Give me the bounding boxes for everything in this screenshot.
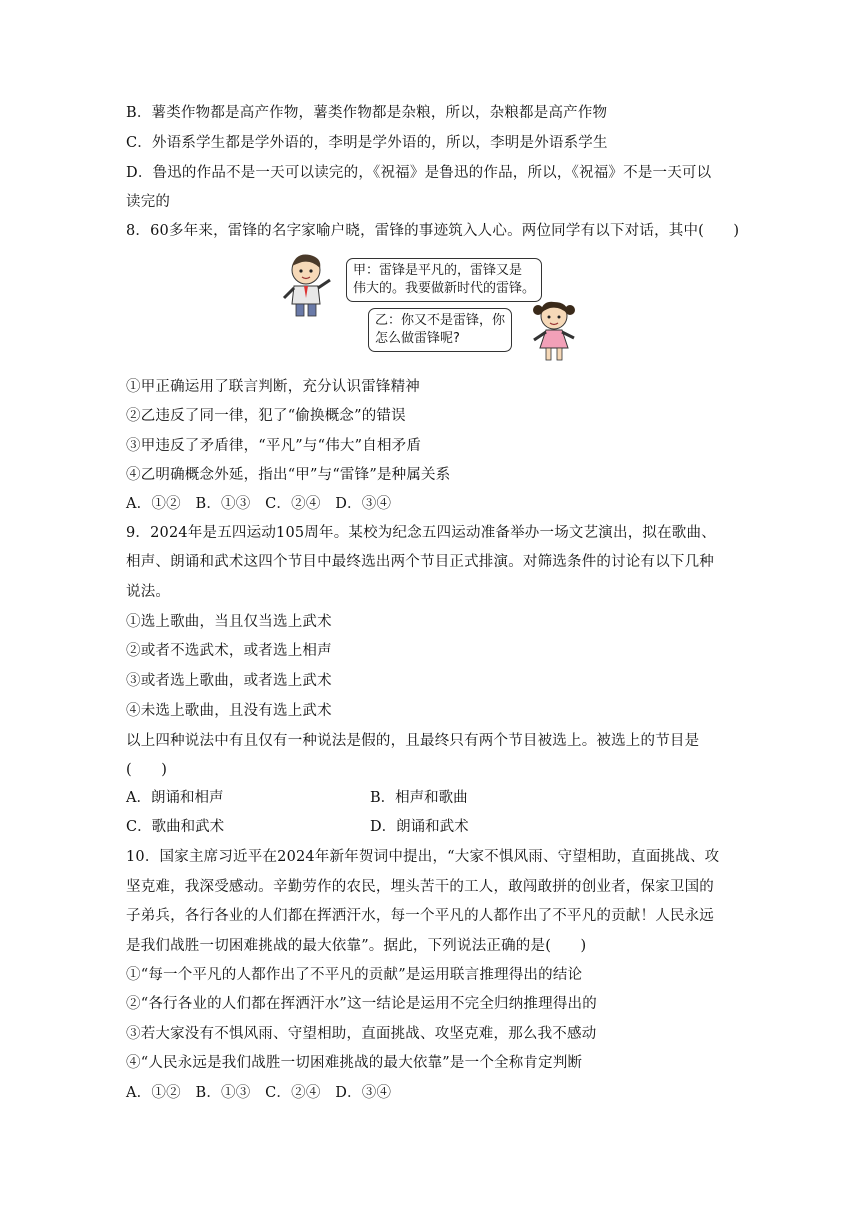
girl-figure-icon — [528, 300, 582, 362]
q8-item-3: ③甲违反了矛盾律，“平凡”与“伟大”自相矛盾 — [126, 438, 422, 454]
q7-option-b: B．薯类作物都是高产作物，薯类作物都是杂粮，所以，杂粮都是高产作物 — [126, 105, 608, 121]
q7-option-d-line1: D．鲁迅的作品不是一天可以读完的，《祝福》是鲁迅的作品，所以，《祝福》不是一天可以 — [126, 165, 712, 181]
speech-bubble-yi — [368, 308, 512, 352]
bubble-yi-line1: 乙：你又不是雷锋，你 — [375, 313, 506, 328]
q9-option-b: B．相声和歌曲 — [370, 790, 468, 806]
q10-stem-line2: 坚克难，我深受感动。辛勤劳作的农民，埋头苦干的工人，敢闯敢拼的创业者，保家卫国的 — [126, 879, 714, 895]
q9-question-line2: ( ) — [126, 762, 168, 778]
q9-option-d: D．朗诵和武术 — [370, 819, 469, 835]
q10-item-4: ④“人民永远是我们战胜一切困难挑战的最大依靠”是一个全称肯定判断 — [126, 1055, 583, 1071]
bubble-jia-line2: 伟大的。我要做新时代的雷锋。 — [353, 281, 536, 296]
q10-options: A．①② B．①③ C．②④ D．③④ — [126, 1085, 392, 1101]
q9-item-3: ③或者选上歌曲，或者选上武术 — [126, 673, 332, 689]
q9-stem-line3: 说法。 — [126, 584, 171, 600]
q9-item-1: ①选上歌曲，当且仅当选上武术 — [126, 614, 332, 630]
q10-item-2: ②“各行各业的人们都在挥洒汗水”这一结论是运用不完全归纳推理得出的 — [126, 996, 597, 1012]
q10-stem-line4: 是我们战胜一切困难挑战的最大依靠”。据此，下列说法正确的是( ) — [126, 938, 587, 954]
q10-item-1: ①“每一个平凡的人都作出了不平凡的贡献”是运用联言推理得出的结论 — [126, 967, 583, 983]
q7-option-c: C．外语系学生都是学外语的，李明是学外语的，所以，李明是外语系学生 — [126, 135, 608, 151]
speech-bubble-jia — [346, 258, 542, 302]
q8-options: A．①② B．①③ C．②④ D．③④ — [126, 496, 392, 512]
q9-item-2: ②或者不选武术，或者选上相声 — [126, 643, 332, 659]
q9-stem-line1: 9．2024年是五四运动105周年。某校为纪念五四运动准备举办一场文艺演出，拟在歌曲、 — [126, 525, 716, 541]
q10-item-3: ③若大家没有不惧风雨、守望相助，直面挑战、攻坚克难，那么我不感动 — [126, 1026, 597, 1042]
bubble-yi-line2: 怎么做雷锋呢? — [375, 331, 460, 346]
q9-stem-line2: 相声、朗诵和武术这四个节目中最终选出两个节目正式排演。对筛选条件的讨论有以下几种 — [126, 554, 714, 570]
q9-question-line1: 以上四种说法中有且仅有一种说法是假的，且最终只有两个节目被选上。被选上的节目是 — [126, 733, 700, 749]
q8-stem: 8．60多年来，雷锋的名字家喻户晓，雷锋的事迹筑入人心。两位同学有以下对话，其中( ) — [126, 223, 740, 239]
q9-option-c: C．歌曲和武术 — [126, 819, 225, 835]
q9-option-a: A．朗诵和相声 — [126, 790, 224, 806]
bubble-jia-line1: 甲：雷锋是平凡的，雷锋又是 — [353, 263, 523, 278]
q8-item-4: ④乙明确概念外延，指出“甲”与“雷锋”是种属关系 — [126, 467, 451, 483]
q8-item-1: ①甲正确运用了联言判断，充分认识雷锋精神 — [126, 379, 420, 395]
boy-figure-icon — [282, 252, 338, 318]
q10-stem-line3: 子弟兵，各行各业的人们都在挥洒汗水，每一个平凡的人都作出了不平凡的贡献！人民永远 — [126, 908, 714, 924]
q10-stem-line1: 10．国家主席习近平在2024年新年贺词中提出，“大家不惧风雨、守望相助，直面挑战、攻 — [126, 849, 720, 865]
q8-item-2: ②乙违反了同一律，犯了“偷换概念”的错误 — [126, 408, 406, 424]
q9-item-4: ④未选上歌曲，且没有选上武术 — [126, 703, 332, 719]
q8-dialogue-illustration — [282, 252, 582, 358]
q7-option-d-line2: 读完的 — [126, 194, 171, 210]
